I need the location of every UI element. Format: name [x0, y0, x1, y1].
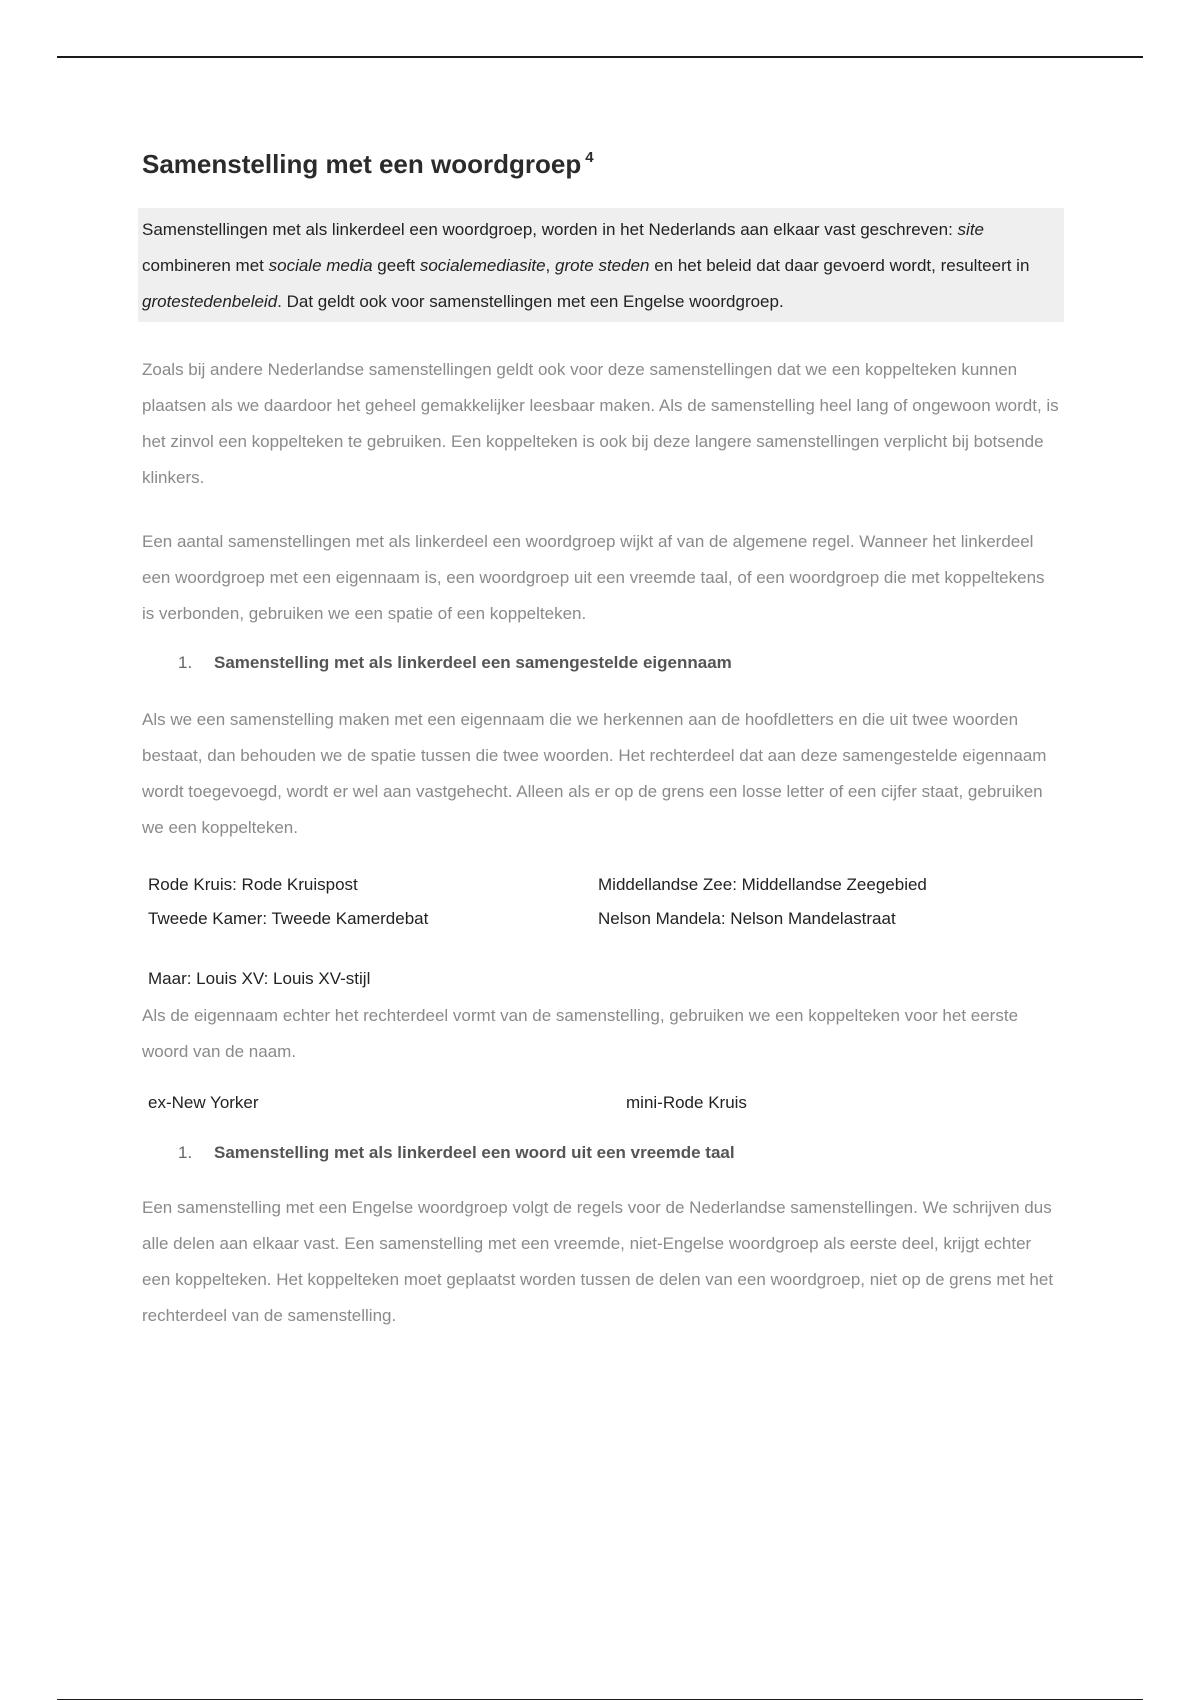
callout-text: . Dat geldt ook voor samenstellingen met een Engelse woordgroep. [277, 292, 784, 311]
callout-example: site [957, 220, 985, 239]
examples-row [148, 868, 1060, 902]
callout-text: en het beleid dat daar gevoerd wordt, resulteert in [649, 256, 1030, 275]
example-item: ex-New Yorker [148, 1093, 259, 1112]
list-number: 1. [178, 653, 193, 672]
paragraph-koppelteken: Zoals bij andere Nederlandse samenstellingen geldt ook voor deze samenstellingen dat we een koppelteken kunnen plaatsen als we daardoor het geheel gemakkelijker leesbaar maken. Als de samenstelling heel lang of ongewoon wordt, is het zinvol een koppelteken te gebruiken. Een koppelteken is ook bij deze langere samenstellingen verplicht bij botsende klinkers. [142, 360, 1059, 487]
callout-text: geeft [372, 256, 420, 275]
callout-text: Samenstellingen met als linkerdeel een woordgroep, worden in het Nederlands aan elkaar vast geschreven: [142, 220, 958, 239]
subheading-eigennaam [178, 648, 1060, 678]
list-number: 1. [178, 1143, 193, 1162]
example-item: Nelson Mandela: Nelson Mandelastraat [598, 909, 896, 928]
subheading-text: Samenstelling met als linkerdeel een samengestelde eigennaam [214, 653, 732, 672]
callout-example: socialemediasite [419, 256, 546, 275]
examples-table [148, 868, 1060, 936]
examples-row [148, 902, 1060, 936]
examples-row-2 [148, 1088, 1060, 1118]
example-exception: Maar: Louis XV: Louis XV-stijl [148, 969, 371, 988]
paragraph-exceptions: Een aantal samenstellingen met als linkerdeel een woordgroep wijkt af van de algemene regel. Wanneer het linkerdeel een woordgroep met een eigennaam is, een woordgroep uit een vreemde taal, of een woordgroep die met koppeltekens is verbonden, gebruiken we een spatie of een koppelteken. [142, 532, 1045, 623]
callout-example: grote steden [554, 256, 650, 275]
paragraph-vreemde-taal: Een samenstelling met een Engelse woordgroep volgt de regels voor de Nederlandse samenstellingen. We schrijven dus alle delen aan elkaar vast. Een samenstelling met een vreemde, niet-Engelse woordgroep als eerste deel, krijgt echter een koppelteken. Het koppelteken moet geplaatst worden tussen de delen van een woordgroep, niet op de grens met het rechterdeel van de samenstelling. [142, 1198, 1054, 1325]
paragraph-eigennaam: Als we een samenstelling maken met een eigennaam die we herkennen aan de hoofdletters en die uit twee woorden bestaat, dan behouden we de spatie tussen die twee woorden. Het rechterdeel dat aan deze samengestelde eigennaam wordt toegevoegd, wordt er wel aan vastgehecht. Alleen als er op de grens een losse letter of een cijfer staat, gebruiken we een koppelteken. [142, 710, 1047, 837]
subheading-vreemde-taal [178, 1138, 1060, 1168]
example-item: Middellandse Zee: Middellandse Zeegebied [598, 875, 927, 894]
page-title [142, 146, 1060, 182]
example-item: Tweede Kamer: Tweede Kamerdebat [148, 909, 429, 928]
page-content [142, 146, 1060, 1334]
callout-example: grotestedenbeleid [142, 292, 278, 311]
example-item: mini-Rode Kruis [626, 1093, 747, 1112]
subheading-text: Samenstelling met als linkerdeel een woord uit een vreemde taal [214, 1143, 735, 1162]
callout-example: sociale media [268, 256, 373, 275]
paragraph-rechterdeel: Als de eigennaam echter het rechterdeel vormt van de samenstelling, gebruiken we een koppelteken voor het eerste woord van de naam. [142, 1006, 1019, 1061]
callout-text: , [545, 256, 555, 275]
example-item: Rode Kruis: Rode Kruispost [148, 875, 358, 894]
top-rule [57, 56, 1143, 58]
callout-text: combineren met [142, 256, 269, 275]
highlighted-rule-box [138, 208, 1064, 322]
title-text: Samenstelling met een woordgroep [142, 149, 582, 179]
footnote-marker[interactable]: 4 [585, 149, 594, 166]
